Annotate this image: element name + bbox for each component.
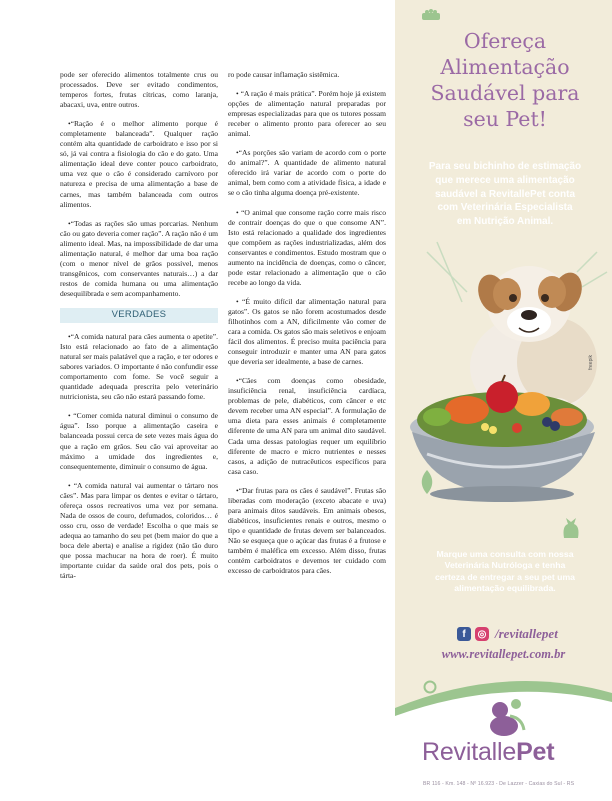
- subtitle-line: saudável a RevitallePet conta: [434, 188, 576, 200]
- facebook-icon[interactable]: f: [457, 627, 471, 641]
- instagram-icon[interactable]: ◎: [475, 627, 489, 641]
- cta-line: certeza de entregar a seu pet uma: [434, 571, 576, 582]
- paragraph: •“Cães com doenças como obesidade, insuficiência renal, insuficiência cardíaca, problemas de pele, diabéticos, com câncer e etc devem receber uma AN especial”. A formulação de uma dieta para esses animais é completamente diferente de uma AN para um animal dito saudável. Cada uma dessas patologias requer um equilíbrio diferente de macro e micro nutrientes e nesses casos, a adição de nutracêuticos específicos para casa caso.: [228, 376, 386, 476]
- social-links: [457, 626, 558, 642]
- article-left-column: [60, 70, 218, 590]
- pets-logo-icon: [480, 696, 528, 740]
- revitallepet-ad-panel: [395, 0, 612, 801]
- social-handle[interactable]: /revitallepet: [495, 626, 558, 641]
- article-middle-column: [228, 70, 386, 585]
- brand-logo: [422, 738, 554, 767]
- paragraph: • “É muito difícil dar alimentação natural para gatos”. Os gatos se não forem acostumados desde filhotinhos com a AN, dificilmente vão comer de cara a comida. Os gatos são mais seletivos e enjoam fácil dos alimentos. É preciso muita paciência para conseguir introduzir e manter uma AN para gatos que deveria ser idealmente, a base de carnes.: [228, 296, 386, 367]
- store-address: BR 116 - Km. 148 - Nº 16.923 - De Lazzer - Caxias do Sul - RS: [423, 781, 575, 787]
- paragraph: •“Ração é o melhor alimento porque é completamente balanceada”. Qualquer ração contém alta quantidade de carboidrato e isso por si só, já vai contra a fisiologia do cão e do gato. Uma alimentação ideal deve conter pouco carboidrato, uma vez que o cão é considerado carnívoro por natureza e precisa de uma alimentação a base de carnes, mas também balanceada com outros alimentos.: [60, 119, 218, 209]
- paragraph: • “Comer comida natural diminui o consumo de água”. Isso porque a alimentação caseira e balanceada possui cerca de sete vezes mais água do que a ração em grãos. Seu cão vai aproveitar ao máximo a umidade dos ingredientes e, consequentemente, diminuir o consumo de água.: [60, 411, 218, 471]
- paragraph: • “O animal que consome ração corre mais risco de contrair doenças do que o que consome AN”. Isto está relacionado a qualidade dos ingredientes que compõem as rações industrializadas, além dos conservantes e condimentos. Estudo mostram que o aumento na incidência de doenças, como o câncer, pode estar relacionado a alimentação que o cão recebe ao longo da vida.: [228, 207, 386, 287]
- subtitle-line: com Veterinária Especialista: [437, 202, 573, 214]
- section-heading-verdades: VERDADES: [60, 308, 218, 323]
- headline-line: Alimentação: [440, 55, 570, 79]
- paragraph: •“A comida natural para cães aumenta o apetite”. Isto está relacionado ao fato de a alimentação natural ser mais palatável que a ração, e ter odores e sabores variados. O importante é não confundir esse comportamento com fome. Se você seguir a quantidade adequada prescrita pelo veterinário nutricionista, seu cão não estará passando fome.: [60, 332, 218, 402]
- paragraph: •“Todas as rações são umas porcarias. Nenhum cão ou gato deveria comer ração”. A ração não é um alimento ideal. Mas, na impossibilidade de dar uma alimentação natural, é melhor dar uma boa ração (com o menor nível de grãos possível, menos transgênicos, com conservantes naturais…) a dar restos de comida humana ou uma alimentação desequilibrada e sem acompanhamento.: [60, 218, 218, 298]
- photo-credit: freepik: [588, 354, 594, 370]
- subtitle-line: que merece uma alimentação: [435, 174, 575, 186]
- food-bowl-icon: [420, 8, 442, 22]
- cta-line: alimentação equilibrada.: [454, 582, 556, 593]
- paragraph: •“Dar frutas para os cães é saudável”. Frutas são liberadas com moderação (exceto abacate e uva) para animais ditos saudáveis. Em animais obesos, diabéticos, insuficientes renais e outros, mesmo o tipo e quantidade de frutas devem ser balanceados. Não se esqueça que o açúcar das frutas é a frutose e também é maléfica em excesso. Além disso, frutas contém carboidratos e devemos ter cuidado com excesso de carboidratos para cães.: [228, 485, 386, 576]
- headline-line: Ofereça: [463, 29, 547, 53]
- website-link[interactable]: www.revitallepet.com.br: [441, 647, 566, 661]
- brand-name-part1: Revitalle: [422, 738, 517, 766]
- brand-name-part2: Pet: [516, 738, 555, 766]
- paragraph: pode ser oferecido alimentos totalmente crus ou processados. Deve ser evitado condimentos, temperos fortes, frutas cítricas, como laranja, abacaxi, uva, entre outros.: [60, 70, 218, 110]
- ad-headline: [400, 28, 610, 132]
- cat-icon: [560, 516, 582, 540]
- paragraph: •“As porções são variam de acordo com o porte do animal?”. A quantidade de alimento natural oferecido irá variar de acordo com o porte do animal, bem como com a atividade física, a idade e se o cão tinha alguma doença pré-existente.: [228, 148, 386, 198]
- subtitle-line: em Nutrição Animal.: [456, 216, 554, 228]
- leaf-icon: [420, 470, 434, 494]
- ad-subtitle: [405, 160, 605, 229]
- paragraph: • “A ração é mais prática”. Porém hoje já existem opções de alimentação natural preparadas por empresas especializadas para que os tutores possam receber o alimento pronto para oferecer ao seu animal.: [228, 89, 386, 139]
- headline-line: Saudável para: [430, 81, 580, 105]
- puppy-food-bowl-illustration: [407, 232, 612, 532]
- paragraph: ro pode causar inflamação sistêmica.: [228, 70, 340, 79]
- subtitle-line: Para seu bichinho de estimação: [428, 161, 582, 172]
- headline-line: seu Pet!: [463, 107, 547, 131]
- paragraph: • “A comida natural vai aumentar o tártaro nos cães”. Mas para limpar os dentes e evitar o tártaro, ofereça ossos recreativos uma vez por semana. Nada de ossos de couro, defumados, coloridos… é osso cru, osso de verdade! Escolha o que mais se adequa ao tamanho do seu pet (bem maior do que a boca dele aberta) e analise a rigidez (não tão duro que possa machucar na hora de roer). É muito importante cuidar da saúde oral dos pets, pois o tárta-: [60, 480, 218, 581]
- cta-line: Veterinária Nutróloga e tenha: [444, 560, 566, 571]
- ad-call-to-action: [410, 549, 600, 594]
- cta-line: Marque uma consulta com nossa: [436, 549, 574, 559]
